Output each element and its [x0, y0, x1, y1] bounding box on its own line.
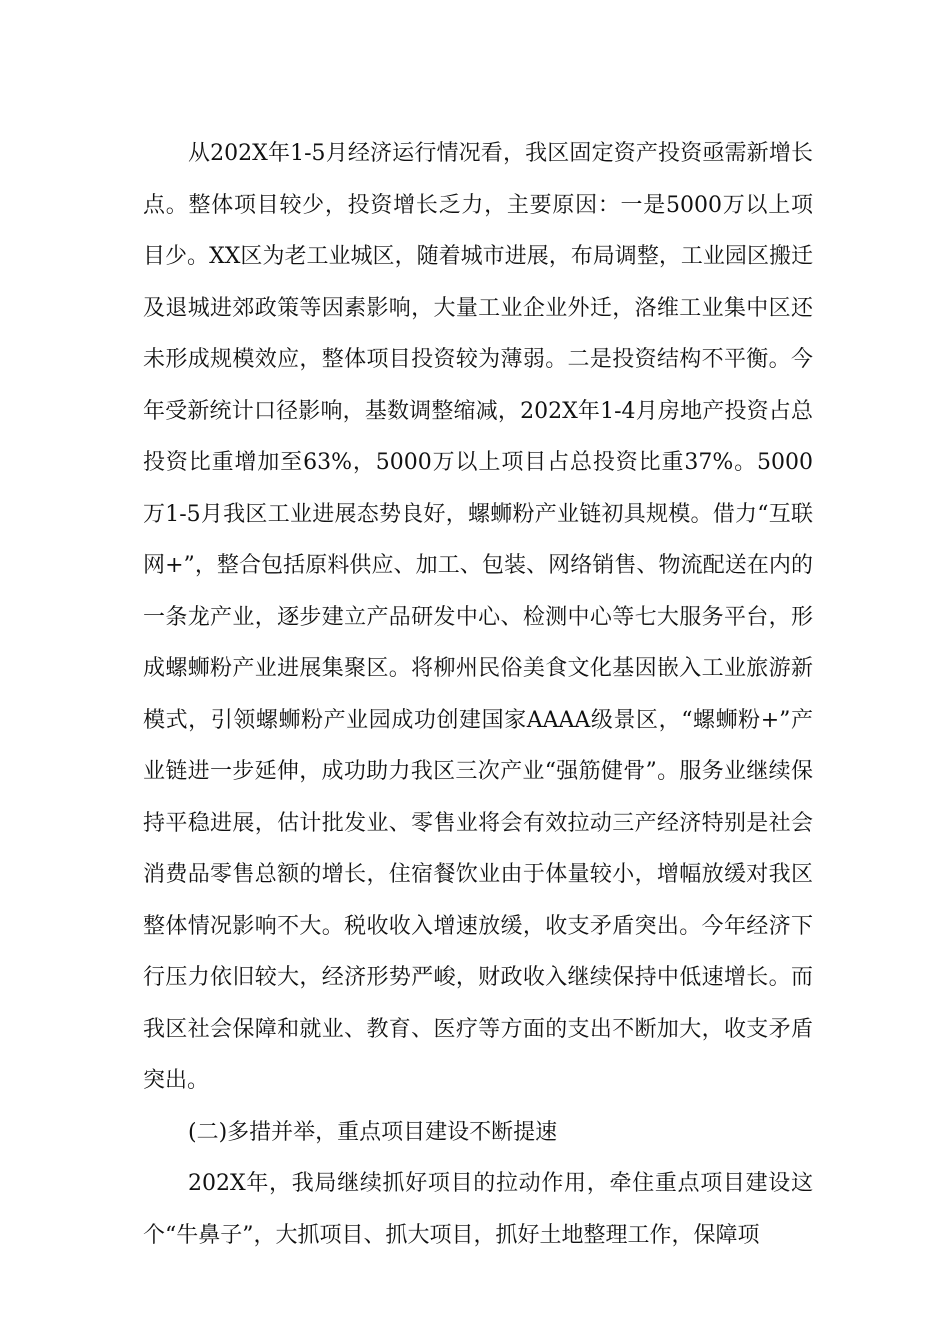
document-body — [143, 128, 813, 1261]
paragraph-project-work: 202X年，我局继续抓好项目的拉动作用，牵住重点项目建设这个“牛鼻子”，大抓项目、抓大项目，抓好土地整理工作，保障项 — [143, 1171, 813, 1248]
section-heading-key-projects: (二)多措并举，重点项目建设不断提速 — [188, 1119, 558, 1145]
paragraph-economic-overview: 从202X年1-5月经济运行情况看，我区固定资产投资亟需新增长点。整体项目较少，投资增长乏力，主要原因：一是5000万以上项目少。XX区为老工业城区，随着城市进展，布局调整，工业园区搬迁及退城进郊政策等因素影响，大量工业企业外迁，洛维工业集中区还未形成规模效应，整体项目投资较为薄弱。二是投资结构不平衡。今年受新统计口径影响，基数调整缩减，202X年1-4月房地产投资占总投资比重增加至63%，5000万以上项目占总投资比重37%。5000万1-5月我区工业进展态势良好，螺蛳粉产业链初具规模。借力“互联网+”，整合包括原料供应、加工、包装、网络销售、物流配送在内的一条龙产业，逐步建立产品研发中心、检测中心等七大服务平台，形成螺蛳粉产业进展集聚区。将柳州民俗美食文化基因嵌入工业旅游新模式，引领螺蛳粉产业园成功创建国家AAAA级景区，“螺蛳粉+”产业链进一步延伸，成功助力我区三次产业“强筋健骨”。服务业继续保持平稳进展，估计批发业、零售业将会有效拉动三产经济特别是社会消费品零售总额的增长，住宿餐饮业由于体量较小，增幅放缓对我区整体情况影响不大。税收收入增速放缓，收支矛盾突出。今年经济下行压力依旧较大，经济形势严峻，财政收入继续保持中低速增长。而我区社会保障和就业、教育、医疗等方面的支出不断加大，收支矛盾突出。 — [143, 141, 813, 1093]
